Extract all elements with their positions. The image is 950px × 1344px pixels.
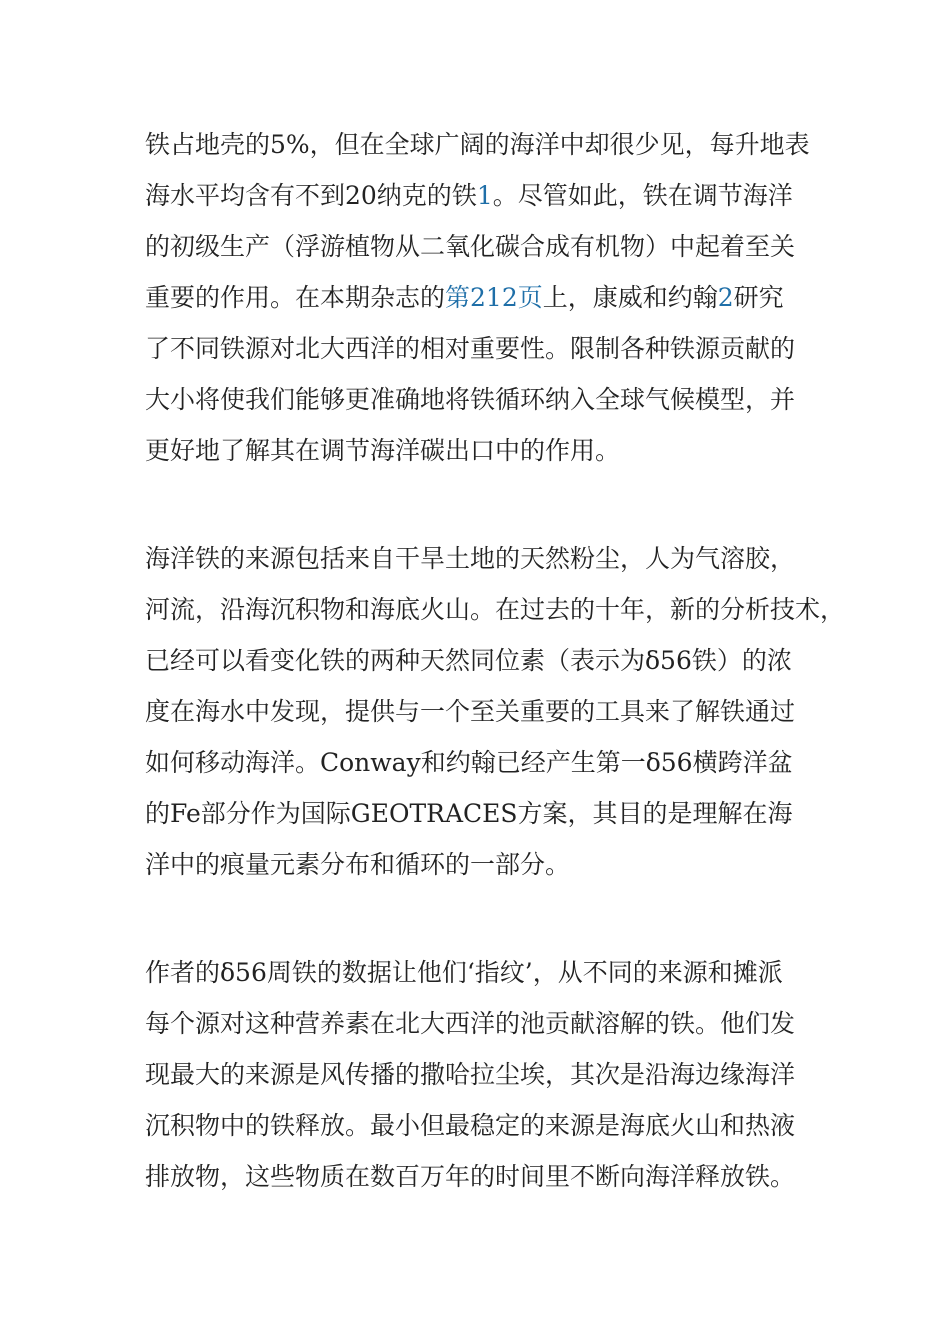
paragraph-1 bbox=[145, 119, 815, 476]
text-line bbox=[145, 947, 815, 998]
text-line bbox=[145, 374, 815, 425]
text-run: 度在海水中发现，提供与一个至关重要的工具来了解铁通过 bbox=[145, 697, 796, 726]
text-run: 河流，沿海沉积物和海底火山。在过去的十年，新的分析技术， bbox=[145, 595, 846, 624]
text-run: 重要的作用。在本期杂志的 bbox=[145, 283, 446, 312]
text-run: 研究 bbox=[733, 283, 784, 312]
text-line bbox=[145, 686, 815, 737]
text-run: 作者的δ56周铁的数据让他们‘指纹’，从不同的来源和摊派 bbox=[145, 958, 783, 987]
text-run: 的Fe部分作为国际GEOTRACES方案，其目的是理解在海 bbox=[145, 799, 793, 828]
text-run: 已经可以看变化铁的两种天然同位素（表示为δ56铁）的浓 bbox=[145, 646, 792, 675]
text-run: 铁占地壳的5%，但在全球广阔的海洋中却很少见，每升地表 bbox=[145, 130, 810, 159]
text-line bbox=[145, 425, 815, 476]
reference-link[interactable]: 2 bbox=[717, 283, 734, 312]
text-run: 每个源对这种营养素在北大西洋的池贡献溶解的铁。他们发 bbox=[145, 1009, 796, 1038]
text-line bbox=[145, 1100, 815, 1151]
text-line bbox=[145, 272, 815, 323]
text-line bbox=[145, 1049, 815, 1100]
text-run: 如何移动海洋。Conway和约翰已经产生第一δ56横跨洋盆 bbox=[145, 748, 793, 777]
text-line bbox=[145, 119, 815, 170]
text-line bbox=[145, 170, 815, 221]
text-line bbox=[145, 1151, 815, 1202]
text-line bbox=[145, 584, 846, 635]
text-run: 现最大的来源是风传播的撒哈拉尘埃，其次是沿海边缘海洋 bbox=[145, 1060, 796, 1089]
text-run: 了不同铁源对北大西洋的相对重要性。限制各种铁源贡献的 bbox=[145, 334, 796, 363]
text-run: 。尽管如此，铁在调节海洋 bbox=[492, 181, 793, 210]
text-line bbox=[145, 323, 815, 374]
reference-link[interactable]: 1 bbox=[476, 181, 493, 210]
text-line bbox=[145, 737, 815, 788]
text-run: 洋中的痕量元素分布和循环的一部分。 bbox=[145, 850, 571, 879]
text-line bbox=[145, 788, 815, 839]
text-line bbox=[145, 635, 815, 686]
text-line bbox=[145, 221, 815, 272]
text-line bbox=[145, 839, 815, 890]
paragraph-2 bbox=[145, 533, 846, 890]
text-run: 大小将使我们能够更准确地将铁循环纳入全球气候模型，并 bbox=[145, 385, 796, 414]
text-line bbox=[145, 533, 815, 584]
text-run: 更好地了解其在调节海洋碳出口中的作用。 bbox=[145, 436, 621, 465]
text-run: 海洋铁的来源包括来自干旱土地的天然粉尘，人为气溶胶， bbox=[145, 544, 796, 573]
paragraph-3 bbox=[145, 947, 815, 1202]
text-run: 海水平均含有不到20纳克的铁 bbox=[145, 181, 477, 210]
text-run: 的初级生产（浮游植物从二氧化碳合成有机物）中起着至关 bbox=[145, 232, 796, 261]
reference-link[interactable]: 第212页 bbox=[445, 283, 543, 312]
text-run: 沉积物中的铁释放。最小但最稳定的来源是海底火山和热液 bbox=[145, 1111, 796, 1140]
text-run: 排放物，这些物质在数百万年的时间里不断向海洋释放铁。 bbox=[145, 1162, 796, 1191]
text-run: 上，康威和约翰 bbox=[542, 283, 718, 312]
text-line bbox=[145, 998, 815, 1049]
